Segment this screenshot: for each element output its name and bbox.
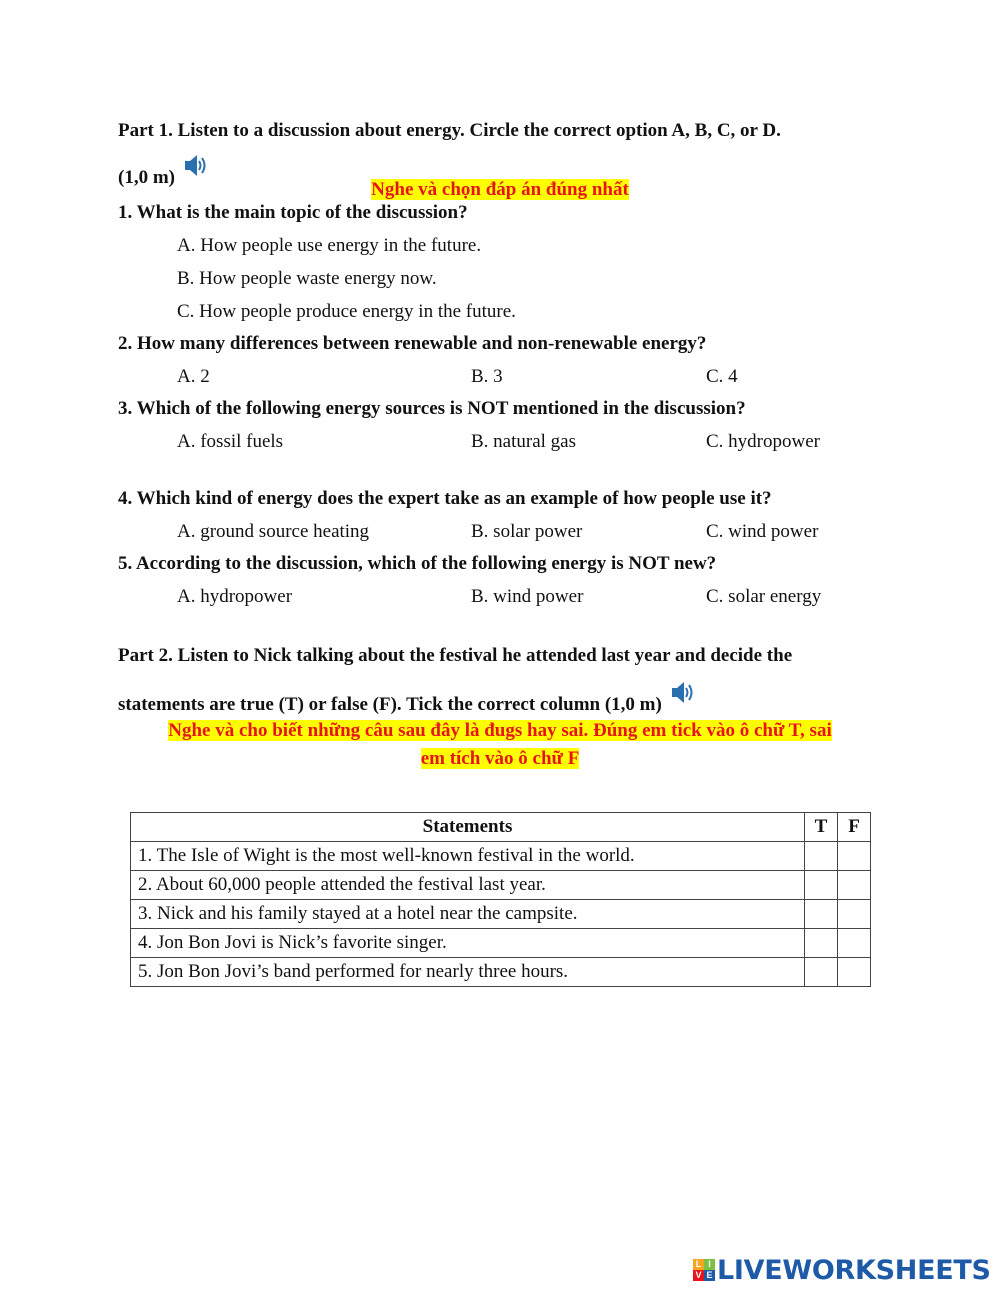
q1-option-c[interactable]: C. How people produce energy in the future. (177, 301, 516, 322)
part1-instruction-wrap (0, 176, 1000, 204)
table-row (131, 929, 871, 958)
true-checkbox-cell[interactable] (805, 958, 838, 987)
table-row (131, 900, 871, 929)
false-checkbox-cell[interactable] (838, 929, 871, 958)
question-4: 4. Which kind of energy does the expert take as an example of how people use it? (118, 488, 772, 509)
part1-instruction: Nghe và chọn đáp án đúng nhất (371, 179, 629, 200)
q3-option-a[interactable]: A. fossil fuels (177, 431, 284, 452)
q3-option-b[interactable]: B. natural gas (471, 431, 577, 452)
q5-option-a[interactable]: A. hydropower (177, 586, 293, 607)
false-header: F (838, 813, 871, 842)
statement-text: 2. About 60,000 people attended the festival last year. (131, 871, 805, 900)
statement-text: 4. Jon Bon Jovi is Nick’s favorite singer. (131, 929, 805, 958)
part2-instruction-line1: Nghe và cho biết những câu sau đây là đugs hay sai. Đúng em tick vào ô chữ T, sai (168, 720, 832, 741)
q2-option-c[interactable]: C. 4 (706, 366, 738, 387)
q5-option-c[interactable]: C. solar energy (706, 586, 822, 607)
question-3: 3. Which of the following energy sources is NOT mentioned in the discussion? (118, 398, 746, 419)
q4-option-b[interactable]: B. solar power (471, 521, 583, 542)
question-2: 2. How many differences between renewable and non-renewable energy? (118, 333, 707, 354)
part2-instruction-wrap2 (0, 745, 1000, 773)
q5-option-b[interactable]: B. wind power (471, 586, 584, 607)
question-5: 5. According to the discussion, which of the following energy is NOT new? (118, 553, 717, 574)
question-1: 1. What is the main topic of the discussion? (118, 202, 468, 223)
false-checkbox-cell[interactable] (838, 871, 871, 900)
table-row (131, 842, 871, 871)
q1-option-a[interactable]: A. How people use energy in the future. (177, 235, 482, 256)
liveworksheets-logo (693, 1253, 993, 1287)
false-checkbox-cell[interactable] (838, 842, 871, 871)
q1-option-b[interactable]: B. How people waste energy now. (177, 268, 437, 289)
part1-heading-line1: Part 1. Listen to a discussion about energy. Circle the correct option A, B, C, or D. (118, 120, 781, 141)
true-checkbox-cell[interactable] (805, 871, 838, 900)
q2-option-a[interactable]: A. 2 (177, 366, 210, 387)
speaker-icon[interactable] (671, 680, 695, 713)
part1-score: (1,0 m) (118, 167, 175, 188)
statements-header: Statements (131, 813, 805, 842)
true-checkbox-cell[interactable] (805, 900, 838, 929)
logo-mark-icon: L I V E (693, 1259, 715, 1281)
part2-heading-line2: statements are true (T) or false (F). Tick the correct column (1,0 m) (118, 694, 662, 715)
true-checkbox-cell[interactable] (805, 842, 838, 871)
statements-table (130, 812, 871, 987)
statement-text: 3. Nick and his family stayed at a hotel near the campsite. (131, 900, 805, 929)
table-row (131, 871, 871, 900)
true-header: T (805, 813, 838, 842)
logo-text: LIVEWORKSHEETS (717, 1254, 991, 1286)
statement-text: 1. The Isle of Wight is the most well-known festival in the world. (131, 842, 805, 871)
q3-option-c[interactable]: C. hydropower (706, 431, 820, 452)
q4-option-c[interactable]: C. wind power (706, 521, 819, 542)
part2-heading-line2-wrap (118, 680, 695, 717)
part2-instruction-wrap (0, 717, 1000, 745)
part2-instruction-line2: em tích vào ô chữ F (420, 748, 580, 769)
part2-heading-line1: Part 2. Listen to Nick talking about the festival he attended last year and decide the (118, 645, 793, 666)
false-checkbox-cell[interactable] (838, 900, 871, 929)
q4-option-a[interactable]: A. ground source heating (177, 521, 370, 542)
q2-option-b[interactable]: B. 3 (471, 366, 503, 387)
statement-text: 5. Jon Bon Jovi’s band performed for nearly three hours. (131, 958, 805, 987)
table-row (131, 958, 871, 987)
false-checkbox-cell[interactable] (838, 958, 871, 987)
table-header-row (131, 813, 871, 842)
true-checkbox-cell[interactable] (805, 929, 838, 958)
